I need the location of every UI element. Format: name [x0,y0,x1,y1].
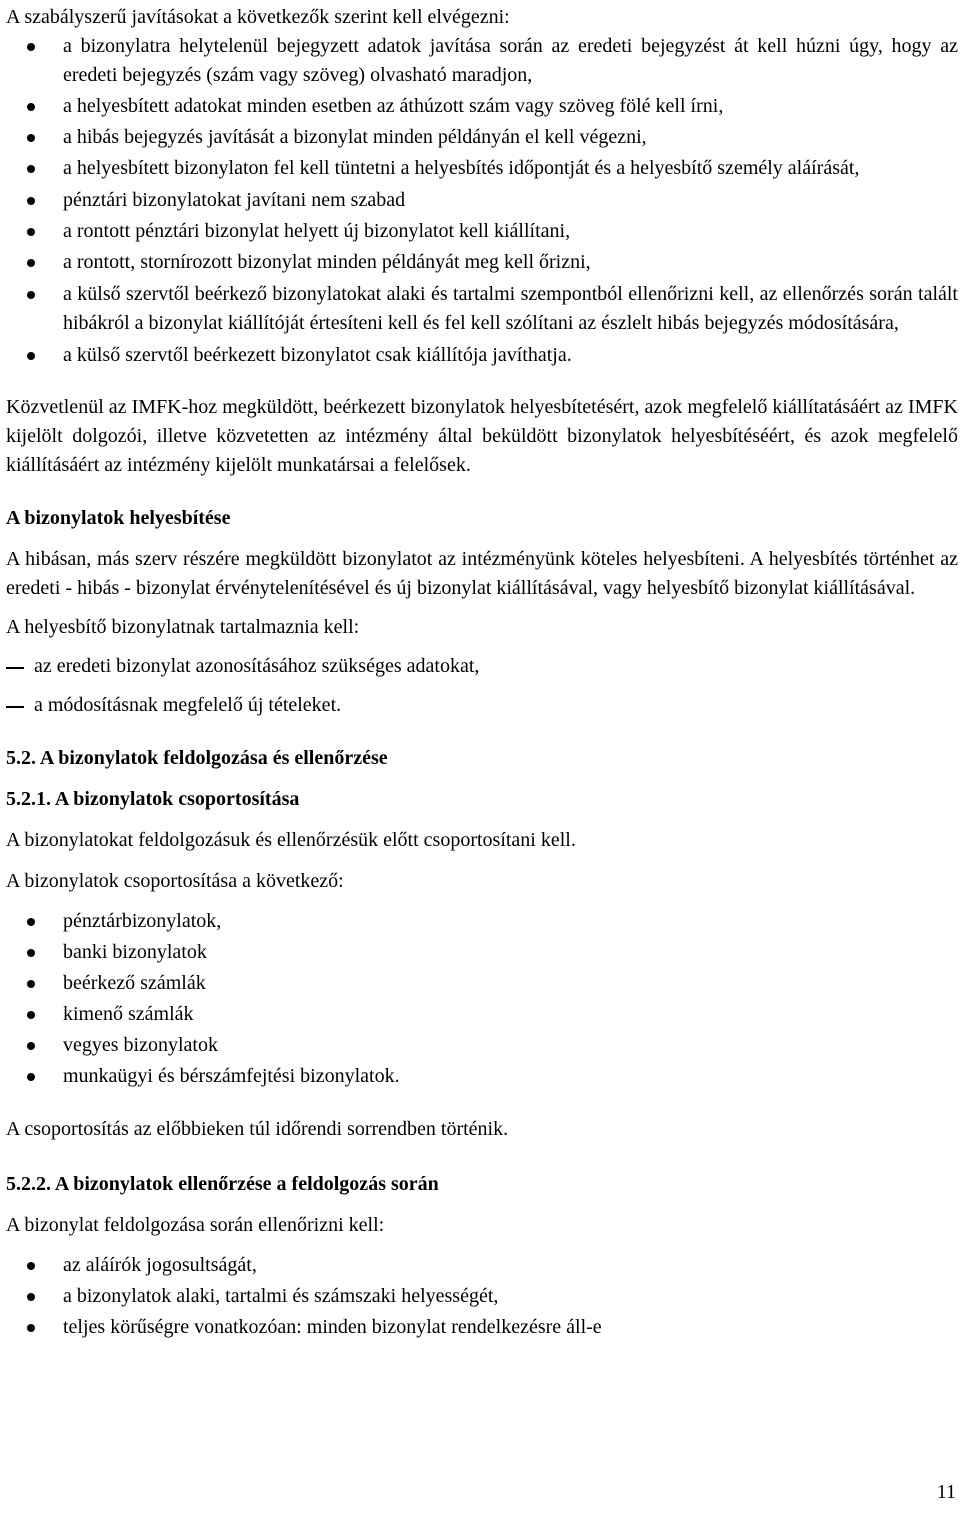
list-item: a külső szervtől beérkező bizonylatokat alaki és tartalmi szempontból ellenőrizni kell, az ellenőrzés során talált hibákról a bizonylat kiállítóját értesíteni kell és fel kell szólítani az észlelt hibás bejegyzés módosítására, [6,280,958,338]
document-page [6,0,958,1342]
list-item: kimenő számlák [6,1000,958,1029]
list-item: a helyesbített adatokat minden esetben az áthúzott szám vagy szöveg fölé kell írni, [6,92,958,121]
list-item: a külső szervtől beérkezett bizonylatot csak kiállítója javíthatja. [6,341,958,370]
list-item: beérkező számlák [6,969,958,998]
grouping-list [6,907,958,1091]
list-item: a hibás bejegyzés javítását a bizonylat minden példányán el kell végezni, [6,123,958,152]
correction-paragraph: A hibásan, más szerv részére megküldött bizonylatot az intézményünk köteles helyesbíteni. A helyesbítés történhet az eredeti - hibás - bizonylat érvénytelenítésével és új bizonylat kiállításával, vagy helyesbítő bizonylat kiállításával. [6,548,958,599]
list-item: a bizonylatok alaki, tartalmi és számszaki helyességét, [6,1282,958,1311]
dash-list-item: az eredeti bizonylat azonosításához szükséges adatokat, [6,652,958,681]
list-item: teljes körűségre vonatkozóan: minden bizonylat rendelkezésre áll-e [6,1313,958,1342]
intro-text: A szabályszerű javításokat a következők szerint kell elvégezni: [6,6,510,28]
grouping-paragraph: A bizonylatokat feldolgozásuk és ellenőrzésük előtt csoportosítani kell. [6,829,576,851]
correction-rules-list [6,32,958,370]
section-heading-correction: A bizonylatok helyesbítése [6,507,231,529]
page-number: 11 [936,1481,956,1503]
list-item: a bizonylatra helytelenül bejegyzett adatok javítása során az eredeti bejegyzést át kell húzni úgy, hogy az eredeti bejegyzés (szám vagy szöveg) olvasható maradjon, [6,32,958,90]
list-item: munkaügyi és bérszámfejtési bizonylatok. [6,1062,958,1091]
list-item: a rontott pénztári bizonylat helyett új bizonylatot kell kiállítani, [6,217,958,246]
list-item: vegyes bizonylatok [6,1031,958,1060]
checks-list-intro: A bizonylat feldolgozása során ellenőrizni kell: [6,1214,385,1236]
list-item: a rontott, stornírozott bizonylat minden példányát meg kell őrizni, [6,248,958,277]
list-item: az aláírók jogosultságát, [6,1251,958,1280]
correction-contents-intro: A helyesbítő bizonylatnak tartalmaznia kell: [6,616,360,638]
grouping-list-intro: A bizonylatok csoportosítása a következő: [6,870,344,892]
responsibility-paragraph: Közvetlenül az IMFK-hoz megküldött, beérkezett bizonylatok helyesbítetésért, azok megfelelő kiállítatásáért az IMFK kijelölt dolgozói, illetve közvetetten az intézmény által beküldött bizonylatok helyesbítéséért, és azok megfelelő kiállításáért az intézmény kijelölt munkatársai a felelősek. [6,396,958,476]
list-item: pénztári bizonylatokat javítani nem szabad [6,186,958,215]
section-heading-5-2: 5.2. A bizonylatok feldolgozása és ellenőrzése [6,747,388,769]
grouping-closing: A csoportosítás az előbbieken túl időrendi sorrendben történik. [6,1118,509,1140]
list-item: pénztárbizonylatok, [6,907,958,936]
section-heading-5-2-2: 5.2.2. A bizonylatok ellenőrzése a feldolgozás során [6,1173,439,1195]
section-heading-5-2-1: 5.2.1. A bizonylatok csoportosítása [6,788,300,810]
checks-list [6,1251,958,1342]
dash-list-item: a módosításnak megfelelő új tételeket. [6,691,958,720]
list-item: banki bizonylatok [6,938,958,967]
list-item: a helyesbített bizonylaton fel kell tüntetni a helyesbítés időpontját és a helyesbítő személy aláírását, [6,154,958,183]
correction-contents-list [6,652,958,720]
